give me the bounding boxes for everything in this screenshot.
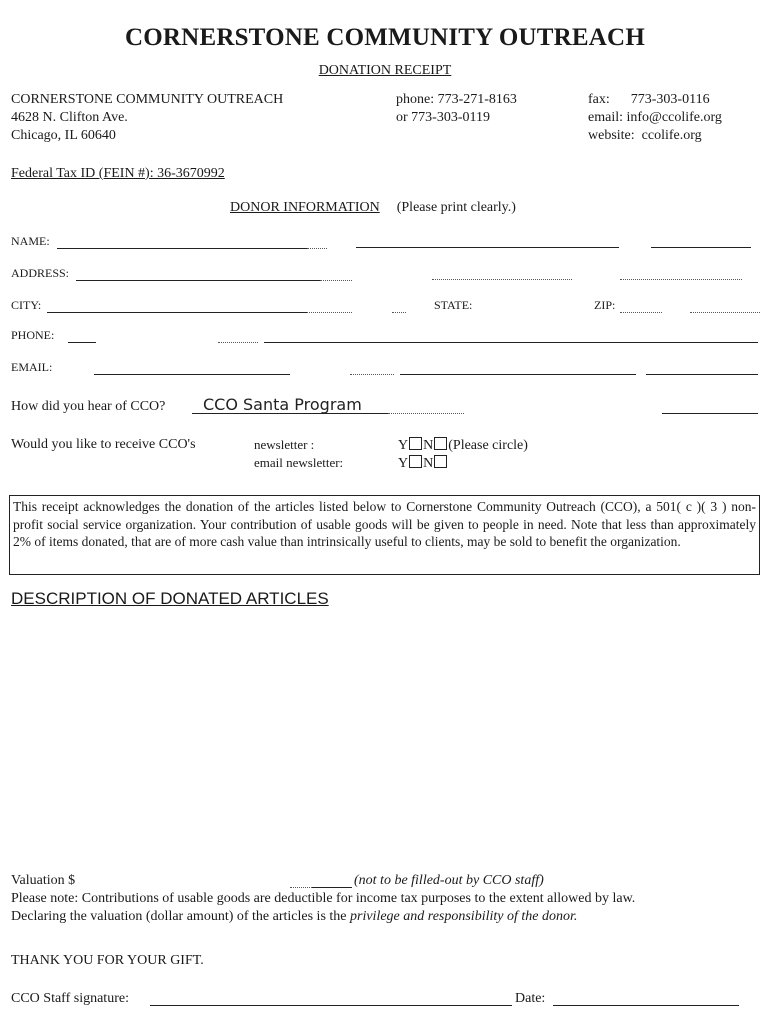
valuation-responsibility-italic: privilege and responsibility of the donor. — [350, 909, 578, 924]
phone-field-area[interactable] — [68, 342, 96, 343]
org-phone: phone: 773-271-8163 — [396, 92, 517, 107]
city-field-dots — [307, 312, 352, 313]
name-field-2[interactable] — [356, 247, 619, 248]
valuation-field[interactable] — [312, 887, 352, 888]
federal-tax-id: Federal Tax ID (FEIN #): 36-3670992 — [11, 166, 225, 181]
description-heading: DESCRIPTION OF DONATED ARTICLES — [11, 589, 329, 608]
newsletter-yes-checkbox[interactable] — [409, 437, 422, 450]
phone-field-dots — [218, 342, 258, 343]
zip-field-2[interactable] — [690, 312, 760, 313]
org-email: email: info@ccolife.org — [588, 110, 722, 125]
address-field-2[interactable] — [432, 279, 572, 280]
phone-field[interactable] — [264, 342, 758, 343]
email-newsletter-yes[interactable]: Y — [398, 456, 409, 471]
hear-of-cco-label: How did you hear of CCO? — [11, 399, 166, 414]
name-field[interactable] — [57, 248, 307, 249]
hear-of-cco-value: CCO Santa Program — [203, 395, 362, 414]
email-newsletter-yes-checkbox[interactable] — [409, 455, 422, 468]
newsletter-no[interactable]: N — [423, 438, 434, 453]
description-area[interactable] — [11, 615, 759, 860]
address-field-3[interactable] — [620, 279, 742, 280]
email-newsletter-no[interactable]: N — [423, 456, 434, 471]
org-address-line2: Chicago, IL 60640 — [11, 128, 116, 143]
zip-label: ZIP: — [594, 298, 616, 312]
org-address-line1: 4628 N. Clifton Ave. — [11, 110, 128, 125]
newsletter-no-checkbox[interactable] — [434, 437, 447, 450]
city-label: CITY: — [11, 298, 42, 312]
email-label: EMAIL: — [11, 360, 53, 374]
hear-of-cco-dots — [388, 413, 464, 414]
newsletter-choice-row — [398, 437, 528, 454]
date-field[interactable] — [553, 1005, 739, 1006]
zip-field[interactable] — [620, 312, 662, 313]
donor-info-heading-row — [230, 200, 516, 216]
newsletter-yes[interactable]: Y — [398, 438, 409, 453]
donor-info-note: (Please print clearly.) — [396, 200, 516, 215]
circle-note: (Please circle) — [448, 438, 528, 453]
valuation-label: Valuation $ — [11, 873, 76, 888]
newsletter-label: newsletter : — [254, 437, 315, 452]
phone-label: PHONE: — [11, 328, 55, 342]
state-label: STATE: — [434, 298, 473, 312]
acknowledgement-box — [9, 495, 760, 575]
address-field[interactable] — [76, 280, 320, 281]
thank-you-text: THANK YOU FOR YOUR GIFT. — [11, 953, 204, 968]
address-field-dots — [320, 280, 352, 281]
org-phone-alt: or 773-303-0119 — [396, 110, 490, 125]
email-field-2[interactable] — [400, 374, 636, 375]
date-label: Date: — [515, 991, 546, 1006]
name-field-dots — [307, 248, 327, 249]
donor-info-heading: DONOR INFORMATION — [230, 200, 380, 215]
deductible-note: Please note: Contributions of usable goods are deductible for income tax purposes to the extent allowed by law. — [11, 891, 636, 906]
staff-signature-label: CCO Staff signature: — [11, 991, 129, 1006]
email-field[interactable] — [94, 374, 290, 375]
org-website: website: ccolife.org — [588, 128, 702, 143]
hear-of-cco-field-2[interactable] — [662, 413, 758, 414]
email-newsletter-no-checkbox[interactable] — [434, 455, 447, 468]
email-field-dots — [350, 374, 394, 375]
name-field-3[interactable] — [651, 247, 751, 248]
acknowledgement-text: This receipt acknowledges the donation of the articles listed below to Cornerstone Community Outreach (CCO), a 501( c )( 3 ) non-profit social service organization. Your contribution of usable goods will be given to people in need. Note that less than approximately 2% of items donated, that are of more cash value than intrinsically useful to clients, may be sold to benefit the organization. — [13, 499, 756, 549]
city-field[interactable] — [47, 312, 307, 313]
address-label: ADDRESS: — [11, 266, 70, 280]
name-label: NAME: — [11, 234, 50, 248]
email-newsletter-label: email newsletter: — [254, 455, 344, 470]
newsletter-question: Would you like to receive CCO's — [11, 437, 196, 452]
email-field-3[interactable] — [646, 374, 758, 375]
email-newsletter-choice-row — [398, 455, 448, 472]
org-fax: fax: 773-303-0116 — [588, 92, 710, 107]
staff-signature-field[interactable] — [150, 1005, 512, 1006]
valuation-responsibility-note — [11, 909, 577, 925]
receipt-subtitle: DONATION RECEIPT — [318, 63, 452, 78]
valuation-note: (not to be filled-out by CCO staff) — [354, 873, 544, 888]
valuation-responsibility-text: Declaring the valuation (dollar amount) of the articles is the — [11, 909, 350, 924]
page-title: CORNERSTONE COMMUNITY OUTREACH — [125, 24, 645, 51]
city-field-dots-2 — [392, 312, 406, 313]
valuation-field-dots — [290, 887, 312, 888]
org-name: CORNERSTONE COMMUNITY OUTREACH — [11, 92, 284, 107]
